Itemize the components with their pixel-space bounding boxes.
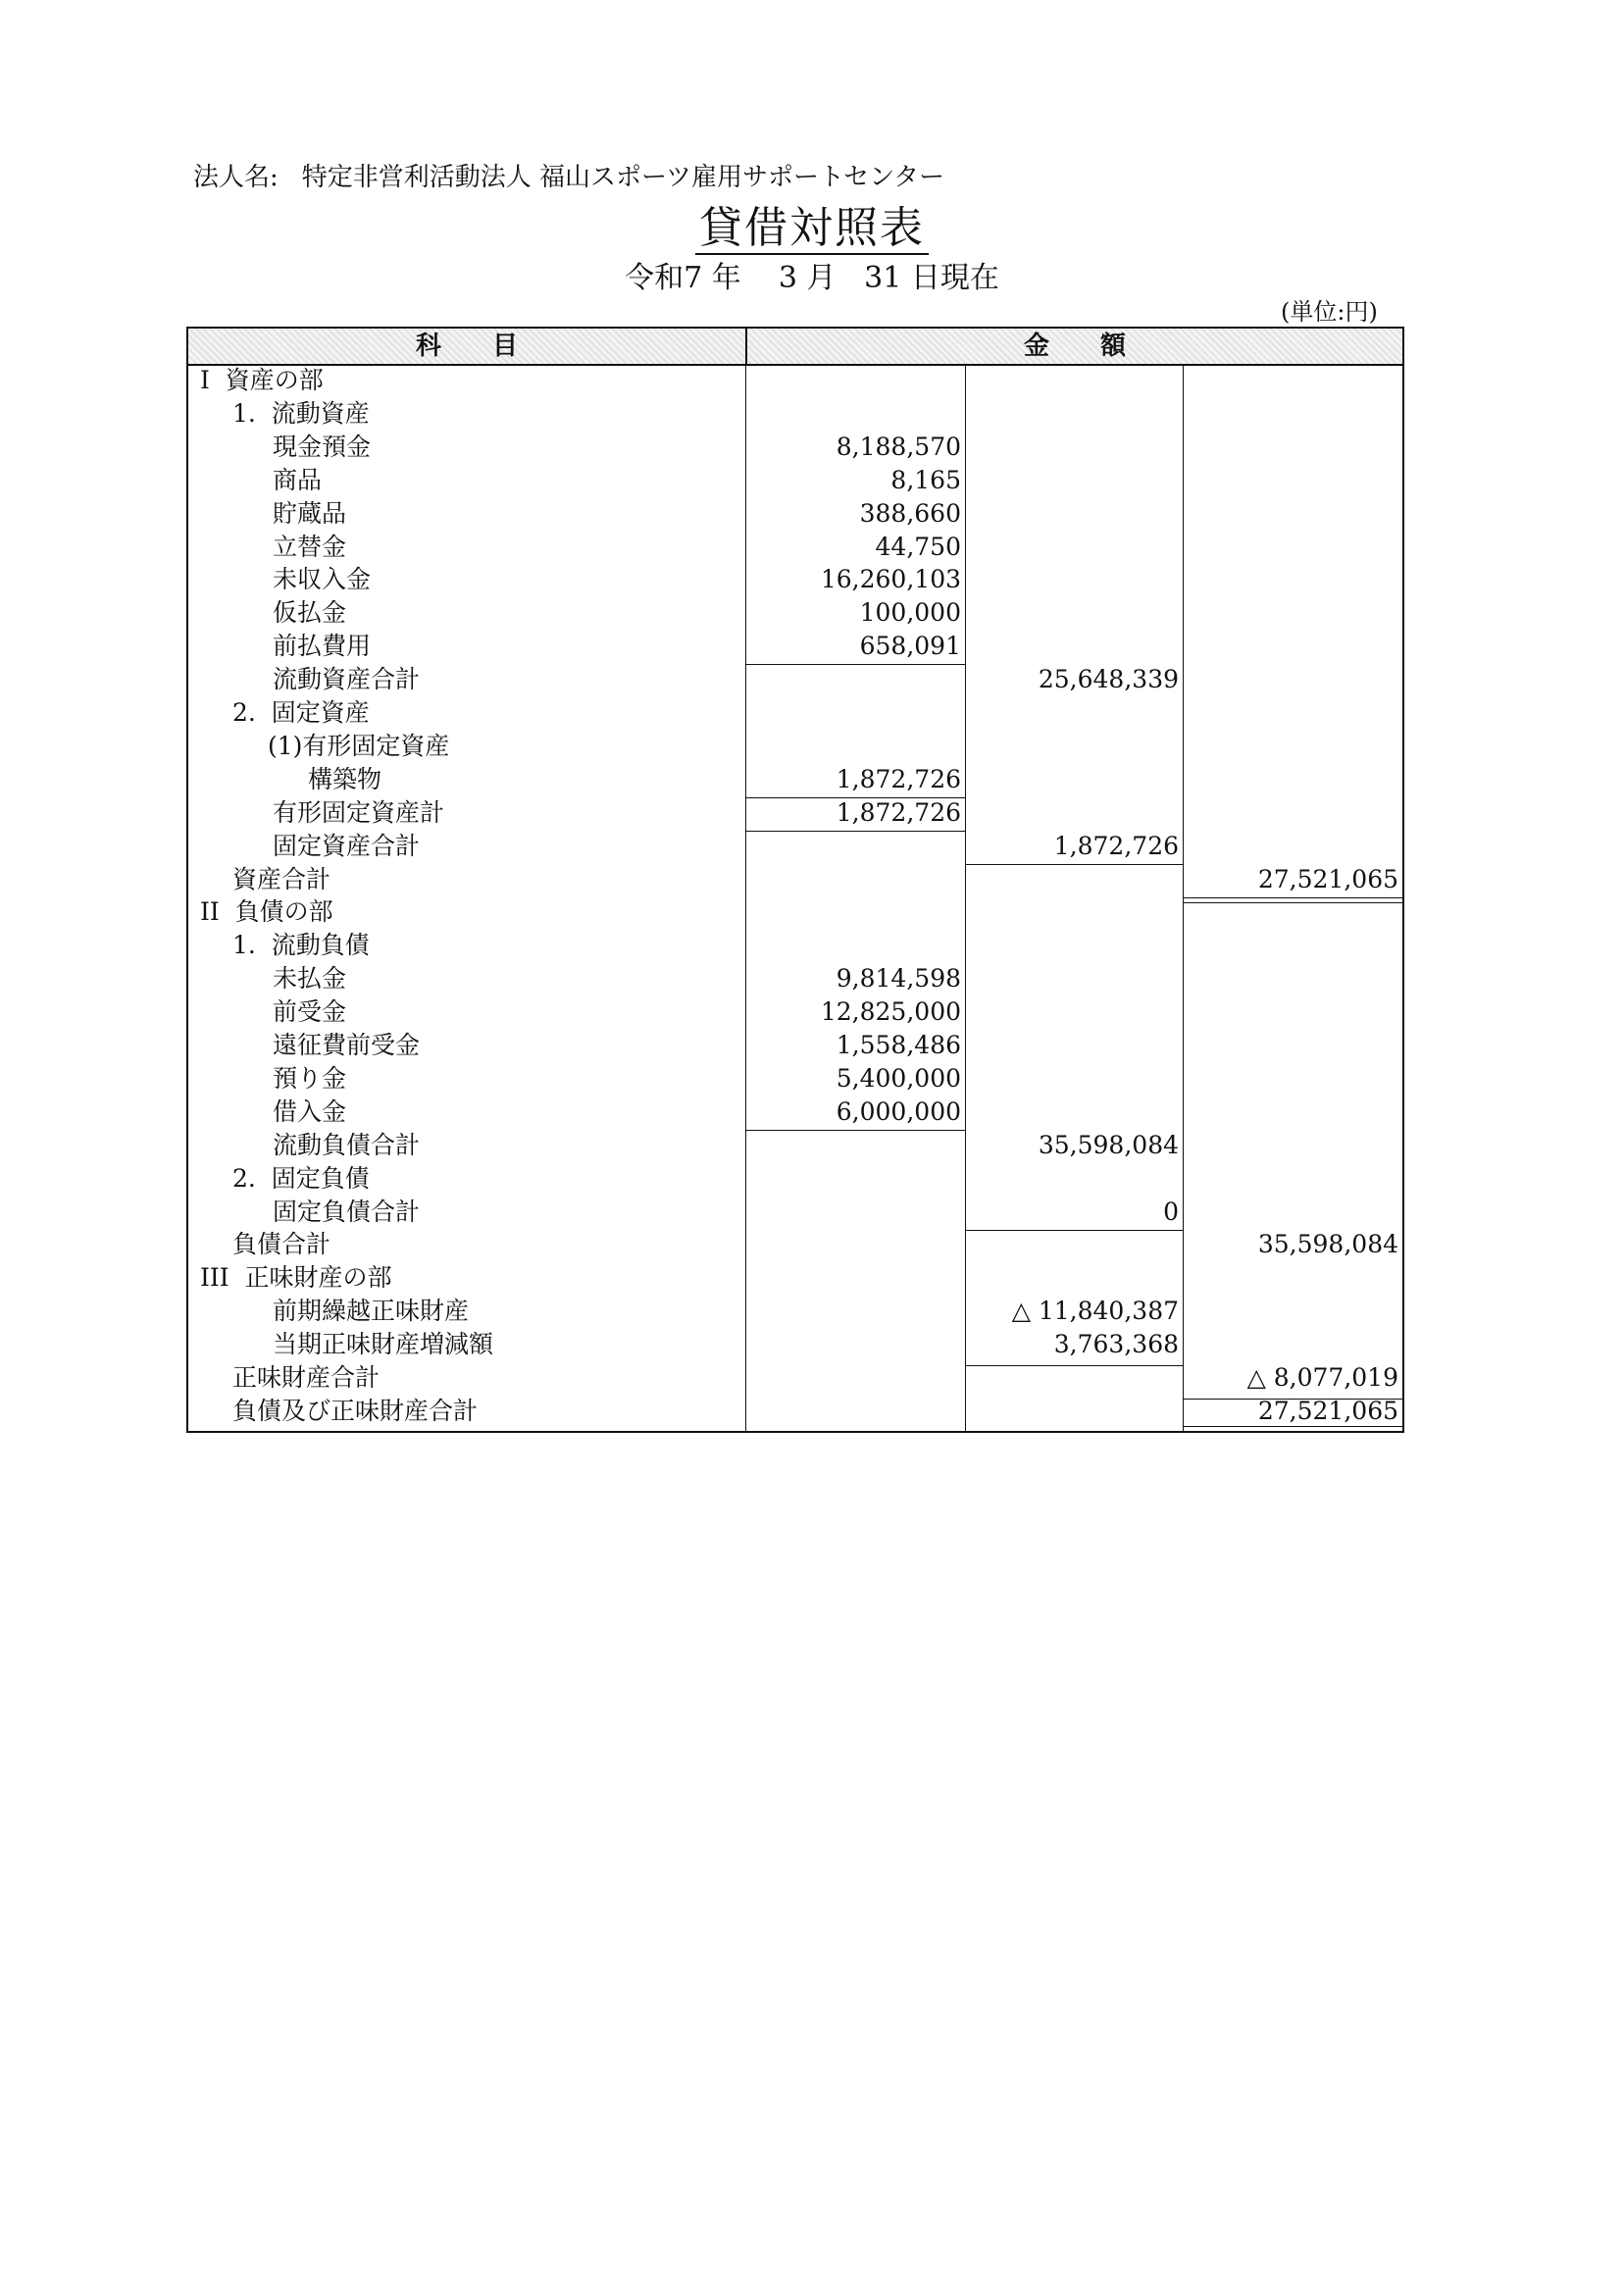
table-row [188, 1361, 1402, 1394]
table-row [188, 962, 1402, 994]
row-label: 2. 固定資産 [232, 698, 370, 727]
header-amount: 金 額 [1023, 331, 1126, 361]
detail-amount: 658,091 [859, 632, 961, 661]
table-row [188, 397, 1402, 430]
table-row [188, 895, 1402, 928]
row-label: 未払金 [273, 964, 347, 994]
subtotal-amount: △ 11,840,387 [1011, 1297, 1179, 1326]
row-label: 流動負債合計 [273, 1130, 421, 1159]
detail-amount: 8,165 [890, 465, 961, 494]
table-row [188, 1129, 1402, 1161]
row-label: 正味財産合計 [232, 1363, 381, 1392]
row-label: II 負債の部 [200, 897, 333, 927]
total-amount: 35,598,084 [1257, 1230, 1398, 1259]
row-label: 有形固定資産計 [273, 797, 445, 827]
subtotal-amount: 35,598,084 [1038, 1130, 1179, 1159]
row-label: 構築物 [308, 764, 382, 793]
table-row [188, 1295, 1402, 1327]
table-row [188, 1162, 1402, 1195]
table-row [188, 596, 1402, 629]
organization-line [193, 157, 944, 193]
row-label: 負債及び正味財産合計 [232, 1396, 479, 1425]
document-title: 貸借対照表 [0, 192, 1624, 255]
row-label: 現金預金 [273, 432, 372, 461]
total-amount: 27,521,065 [1257, 1396, 1398, 1425]
table-row [188, 1261, 1402, 1294]
row-label: 前払費用 [273, 632, 372, 661]
table-row [188, 364, 1402, 396]
row-label: 遠征費前受金 [273, 1031, 421, 1059]
row-label: 負債合計 [232, 1230, 331, 1259]
table-row [188, 663, 1402, 695]
table-row [188, 1228, 1402, 1260]
balance-sheet-table [186, 327, 1404, 1433]
org-name: 特定非営利活動法人 福山スポーツ雇用サポートセンター [301, 163, 945, 192]
unit-label: (単位:円) [1281, 298, 1378, 326]
row-label: 固定資産合計 [273, 831, 421, 860]
table-row [188, 796, 1402, 829]
row-label: (1)有形固定資産 [268, 731, 450, 760]
row-label: 1. 流動負債 [232, 931, 370, 960]
detail-amount: 9,814,598 [836, 964, 961, 994]
row-label: 固定負債合計 [273, 1197, 421, 1226]
detail-amount: 16,260,103 [820, 565, 961, 594]
detail-amount: 8,188,570 [836, 432, 961, 461]
table-row [188, 431, 1402, 463]
row-label: 1. 流動資産 [232, 398, 370, 428]
table-row [188, 995, 1402, 1028]
subtotal-amount: 0 [1163, 1197, 1179, 1226]
table-row [188, 464, 1402, 496]
row-label: 預り金 [273, 1063, 347, 1093]
table-row [188, 1328, 1402, 1360]
row-label: 前受金 [273, 997, 347, 1027]
table-row [188, 830, 1402, 862]
table-row [188, 563, 1402, 595]
detail-amount: 388,660 [859, 498, 961, 528]
table-row [188, 929, 1402, 961]
subtotal-amount: 3,763,368 [1053, 1330, 1179, 1359]
row-label: 商品 [273, 465, 323, 494]
subtotal-amount: 25,648,339 [1038, 665, 1179, 694]
table-row [188, 497, 1402, 530]
table-row [188, 1096, 1402, 1128]
table-row [188, 531, 1402, 563]
row-label: 当期正味財産増減額 [273, 1330, 494, 1359]
detail-amount: 44,750 [875, 532, 961, 561]
table-row [188, 630, 1402, 662]
table-row [188, 730, 1402, 762]
table-row [188, 1029, 1402, 1061]
subtotal-amount: 1,872,726 [1053, 831, 1179, 860]
detail-amount: 1,872,726 [836, 797, 961, 827]
detail-amount: 100,000 [859, 598, 961, 628]
total-amount: △ 8,077,019 [1246, 1363, 1398, 1392]
total-amount: 27,521,065 [1257, 864, 1398, 893]
table-row [188, 763, 1402, 795]
detail-amount: 12,825,000 [820, 997, 961, 1027]
row-label: 仮払金 [273, 598, 347, 628]
row-label: 未収入金 [273, 565, 372, 594]
row-label: I 資産の部 [200, 366, 324, 394]
table-row [188, 696, 1402, 729]
row-label: III 正味財産の部 [200, 1263, 392, 1293]
row-label: 立替金 [273, 532, 347, 561]
detail-amount: 1,558,486 [836, 1031, 961, 1059]
org-label: 法人名: [193, 163, 279, 192]
table-row [188, 863, 1402, 895]
row-label: 借入金 [273, 1096, 347, 1126]
table-row [188, 1062, 1402, 1095]
header-subject: 科 目 [188, 329, 747, 364]
detail-amount: 1,872,726 [836, 764, 961, 793]
detail-amount: 6,000,000 [836, 1096, 961, 1126]
table-row [188, 1395, 1402, 1427]
as-of-date: 令和7 年 3 月 31 日現在 [625, 261, 999, 295]
table-row [188, 1196, 1402, 1228]
row-label: 前期繰越正味財産 [273, 1297, 470, 1326]
row-label: 資産合計 [232, 864, 331, 893]
table-header [188, 329, 1402, 366]
detail-amount: 5,400,000 [836, 1063, 961, 1093]
row-label: 2. 固定負債 [232, 1163, 370, 1193]
row-label: 流動資産合計 [273, 665, 421, 694]
row-label: 貯蔵品 [273, 498, 347, 528]
